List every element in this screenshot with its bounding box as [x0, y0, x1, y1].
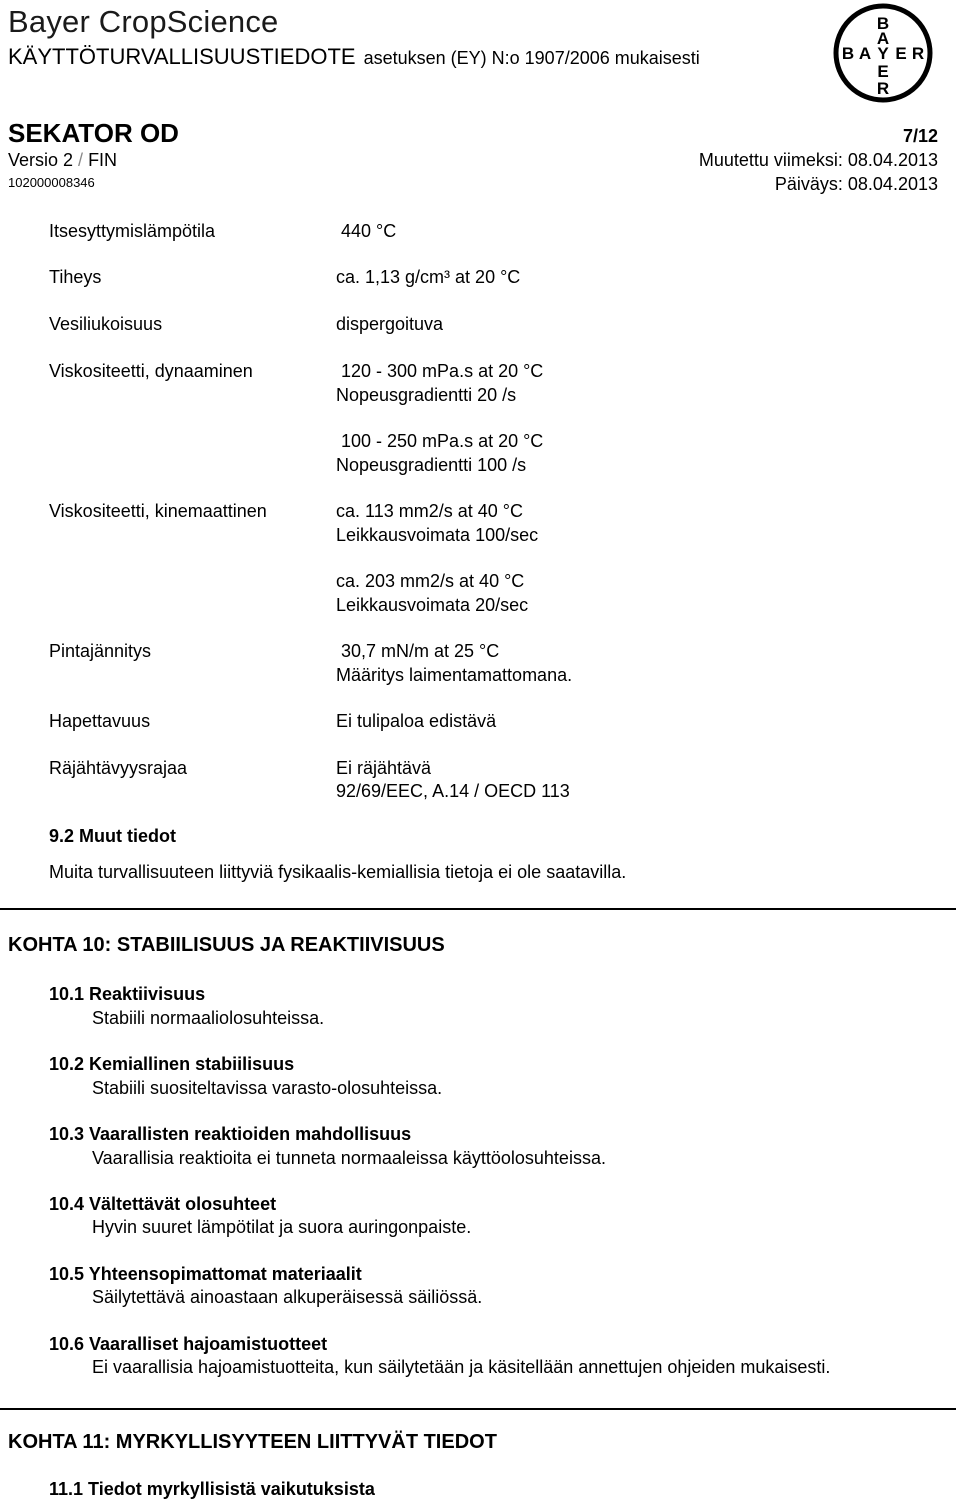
logo-letter-h5: R	[911, 44, 925, 63]
revised-date: Muutettu viimeksi: 08.04.2013	[698, 150, 938, 170]
property-value: 92/69/EEC, A.14 / OECD 113	[336, 781, 570, 801]
document-number: 102000008346	[8, 175, 95, 190]
subsection-text: Muita turvallisuuteen liittyviä fysikaalis-kemiallisia tietoja ei ole saatavilla.	[49, 862, 627, 882]
property-label: Viskositeetti, dynaaminen	[49, 361, 253, 381]
property-label: Hapettavuus	[49, 711, 151, 731]
logo-letter-h4: E	[895, 44, 907, 63]
property-label: Pintajännitys	[49, 641, 152, 661]
logo-letter-h2: A	[858, 44, 872, 63]
property-value: Ei räjähtävä	[336, 758, 432, 778]
property-value: dispergoituva	[336, 314, 444, 334]
logo-letter-v1: B	[876, 14, 890, 33]
property-label: Vesiliukoisuus	[49, 314, 163, 334]
property-value: ca. 203 mm2/s at 40 °C	[336, 571, 525, 591]
issue-date: Päiväys: 08.04.2013	[774, 174, 938, 194]
subsection-heading: 11.1 Tiedot myrkyllisistä vaikutuksista	[49, 1479, 375, 1499]
subsection-heading: 10.2 Kemiallinen stabiilisuus	[49, 1054, 295, 1074]
property-label: Itsesyttymislämpötila	[49, 221, 216, 241]
subsection-text: Stabiili suositeltavissa varasto-olosuhteissa.	[92, 1078, 443, 1098]
property-label: Räjähtävyysrajaa	[49, 758, 188, 778]
section-title: KOHTA 10: STABIILISUUS JA REAKTIIVISUUS	[8, 934, 445, 956]
property-value: Määritys laimentamattomana.	[336, 665, 573, 685]
subsection-heading: 10.3 Vaarallisten reaktioiden mahdollisuus	[49, 1124, 412, 1144]
subsection-text: Säilytettävä ainoastaan alkuperäisessä säiliössä.	[92, 1287, 483, 1307]
version-language: FIN	[88, 150, 118, 170]
subsection-text: Vaarallisia reaktioita ei tunneta normaaleissa käyttöolosuhteissa.	[92, 1148, 606, 1168]
property-value: 100 - 250 mPa.s at 20 °C	[341, 431, 544, 451]
logo-letter-h3: Y	[877, 44, 889, 63]
page-number: 7/12	[902, 126, 938, 146]
sheet-title	[8, 44, 700, 70]
logo-letter-v4: E	[877, 62, 889, 81]
version-separator: /	[73, 150, 89, 170]
product-name: SEKATOR OD	[8, 118, 179, 148]
property-value: 120 - 300 mPa.s at 20 °C	[341, 361, 544, 381]
brand-name: Bayer CropScience	[8, 4, 279, 39]
logo-letter-h1: B	[841, 44, 855, 63]
section-title: KOHTA 11: MYRKYLLISYYTEEN LIITTYVÄT TIEDOT	[8, 1431, 497, 1453]
subsection-heading: 9.2 Muut tiedot	[49, 826, 176, 846]
property-label: Tiheys	[49, 267, 102, 287]
subsection-heading: 10.5 Yhteensopimattomat materiaalit	[49, 1264, 362, 1284]
property-value: ca. 1,13 g/cm³ at 20 °C	[336, 267, 521, 287]
section-divider	[0, 908, 956, 910]
property-value: 30,7 mN/m at 25 °C	[341, 641, 500, 661]
logo-letter-v5: R	[876, 79, 890, 98]
subsection-heading: 10.1 Reaktiivisuus	[49, 984, 206, 1004]
property-value: ca. 113 mm2/s at 40 °C	[336, 501, 523, 521]
subsection-heading: 10.4 Vältettävät olosuhteet	[49, 1194, 277, 1214]
version-number: Versio 2	[8, 150, 74, 170]
property-value: Ei tulipaloa edistävä	[336, 711, 497, 731]
property-value: Nopeusgradientti 100 /s	[336, 455, 527, 475]
section-divider	[0, 1408, 956, 1410]
logo-letter-v2: A	[876, 29, 890, 48]
property-value: Leikkausvoimata 100/sec	[336, 525, 539, 545]
property-value: Leikkausvoimata 20/sec	[336, 595, 529, 615]
property-value: 440 °C	[341, 221, 397, 241]
subsection-text: Stabiili normaaliolosuhteissa.	[92, 1008, 325, 1028]
property-label: Viskositeetti, kinemaattinen	[49, 501, 267, 521]
version-info	[8, 150, 117, 171]
property-value: Nopeusgradientti 20 /s	[336, 385, 517, 405]
subsection-text: Ei vaarallisia hajoamistuotteita, kun säilytetään ja käsitellään annettujen ohjeiden mukaisesti.	[92, 1357, 831, 1377]
regulation-reference: asetuksen (EY) N:o 1907/2006 mukaisesti	[363, 48, 700, 68]
bayer-cross-logo	[832, 2, 934, 104]
subsection-heading: 10.6 Vaaralliset hajoamistuotteet	[49, 1334, 328, 1354]
subsection-text: Hyvin suuret lämpötilat ja suora auringonpaiste.	[92, 1217, 472, 1237]
sheet-title-main: KÄYTTÖTURVALLISUUSTIEDOTE	[8, 44, 356, 69]
